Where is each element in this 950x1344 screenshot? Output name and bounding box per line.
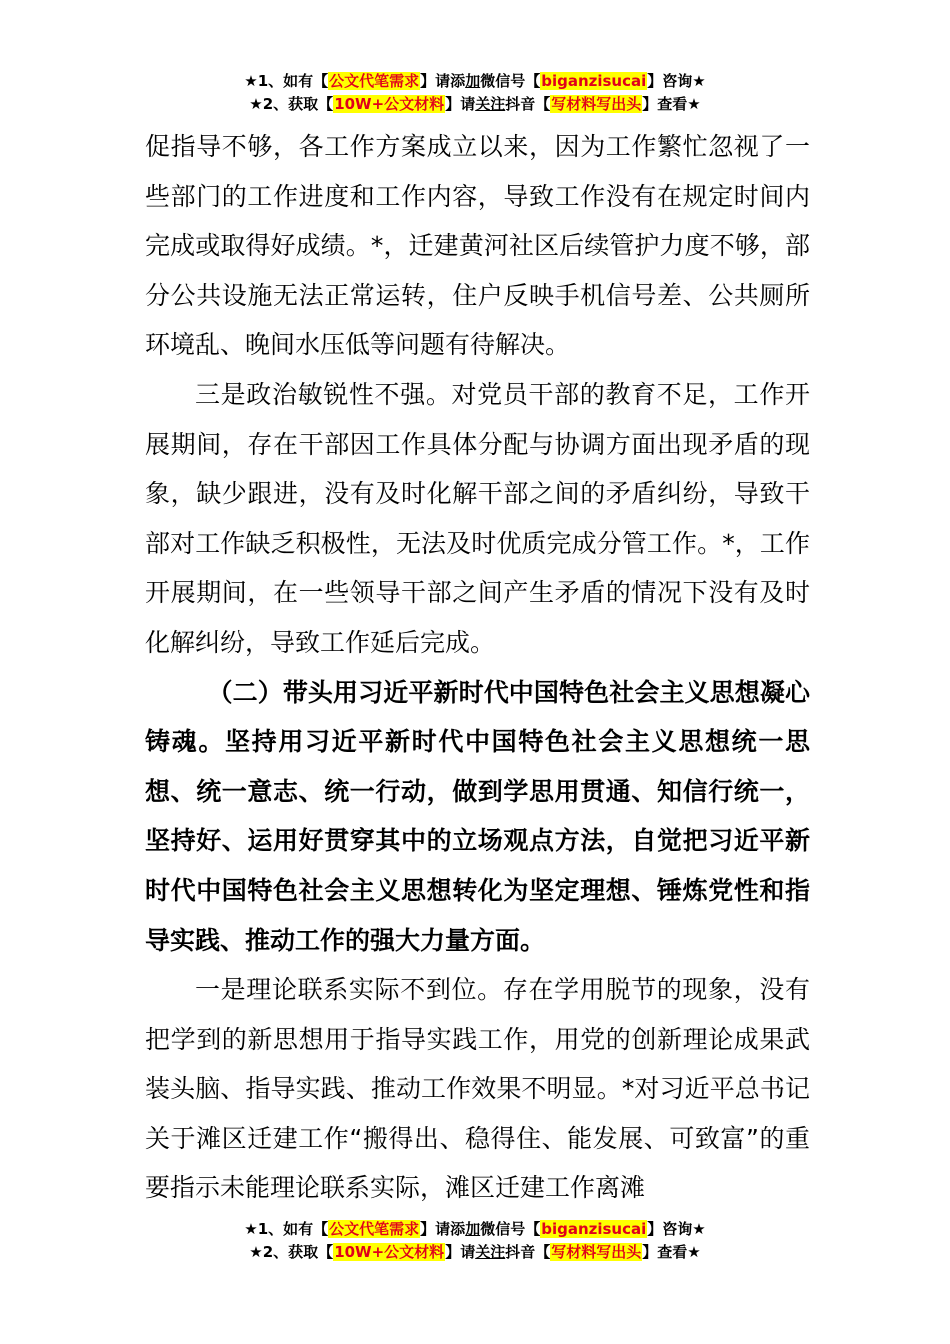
paragraph-point-one: 一是理论联系实际不到位。存在学用脱节的现象，没有把学到的新思想用于指导实践工作，用党的创新理论成果武装头脑、指导实践、推动工作效果不明显。*对习近平总书记关于滩区迁建工作“搬得出、稳得住、能发展、可致富”的重要指示未能理论联系实际，滩区迁建工作离滩 (145, 975, 810, 1203)
header-line2-highlight-douyin-id: 写材料写出头 (551, 95, 642, 113)
header-line2-underlined: 关注 (475, 95, 506, 113)
header-line2-highlight-materials: 10W+公文材料 (334, 95, 445, 113)
footer-line1-underlined: 加 (465, 1220, 481, 1238)
header-ad-line-1 (0, 70, 950, 93)
footer-line2-highlight-materials: 10W+公文材料 (334, 1243, 445, 1261)
footer-banner (0, 1218, 950, 1264)
footer-line1-suffix: 】咨询★ (647, 1220, 706, 1238)
footer-line2-text-2: 抖音【 (505, 1243, 551, 1261)
header-line2-suffix: 】查看★ (642, 95, 701, 113)
footer-line1-highlight-service: 公文代笔需求 (329, 1220, 420, 1238)
header-line1-highlight-service: 公文代笔需求 (329, 72, 420, 90)
paragraph-point-three: 三是政治敏锐性不强。对党员干部的教育不足，工作开展期间，存在干部因工作具体分配与协调方面出现矛盾的现象，缺少跟进，没有及时化解干部之间的矛盾纠纷，导致干部对工作缺乏积极性，无法及时优质完成分管工作。*，工作开展期间，在一些领导干部之间产生矛盾的情况下没有及时化解纠纷，导致工作延后完成。 (145, 379, 810, 657)
footer-line2-underlined: 关注 (475, 1243, 506, 1261)
document-body (145, 122, 810, 1213)
header-line1-suffix: 】咨询★ (647, 72, 706, 90)
header-line2-prefix: ★2、获取【 (249, 95, 334, 113)
header-line2-text: 】请 (445, 95, 476, 113)
header-line1-prefix: ★1、如有【 (244, 72, 329, 90)
footer-line2-suffix: 】查看★ (642, 1243, 701, 1261)
header-ad-line-2 (0, 93, 950, 116)
header-line1-text: 】请添 (420, 72, 466, 90)
footer-line2-text: 】请 (445, 1243, 476, 1261)
header-line1-underlined: 加 (465, 72, 481, 90)
footer-ad-line-1 (0, 1218, 950, 1241)
header-line1-highlight-wechat-id: biganzisucai (541, 72, 647, 90)
header-line2-text-2: 抖音【 (505, 95, 551, 113)
footer-line2-highlight-douyin-id: 写材料写出头 (551, 1243, 642, 1261)
footer-ad-line-2 (0, 1241, 950, 1264)
header-banner (0, 70, 950, 116)
header-line1-text-2: 微信号【 (480, 72, 541, 90)
footer-line2-prefix: ★2、获取【 (249, 1243, 334, 1261)
paragraph-continuation: 促指导不够，各工作方案成立以来，因为工作繁忙忽视了一些部门的工作进度和工作内容，导致工作没有在规定时间内完成或取得好成绩。*，迁建黄河社区后续管护力度不够，部分公共设施无法正常运转，住户反映手机信号差、公共厕所环境乱、晚间水压低等问题有待解决。 (145, 132, 810, 360)
footer-line1-prefix: ★1、如有【 (244, 1220, 329, 1238)
footer-line1-highlight-wechat-id: biganzisucai (541, 1220, 647, 1238)
section-heading-two: （二）带头用习近平新时代中国特色社会主义思想凝心铸魂。坚持用习近平新时代中国特色社会主义思想统一思想、统一意志、统一行动，做到学思用贯通、知信行统一，坚持好、运用好贯穿其中的立场观点方法，自觉把习近平新时代中国特色社会主义思想转化为坚定理想、锤炼党性和指导实践、推动工作的强大力量方面。 (145, 677, 810, 955)
footer-line1-text: 】请添 (420, 1220, 466, 1238)
footer-line1-text-2: 微信号【 (480, 1220, 541, 1238)
